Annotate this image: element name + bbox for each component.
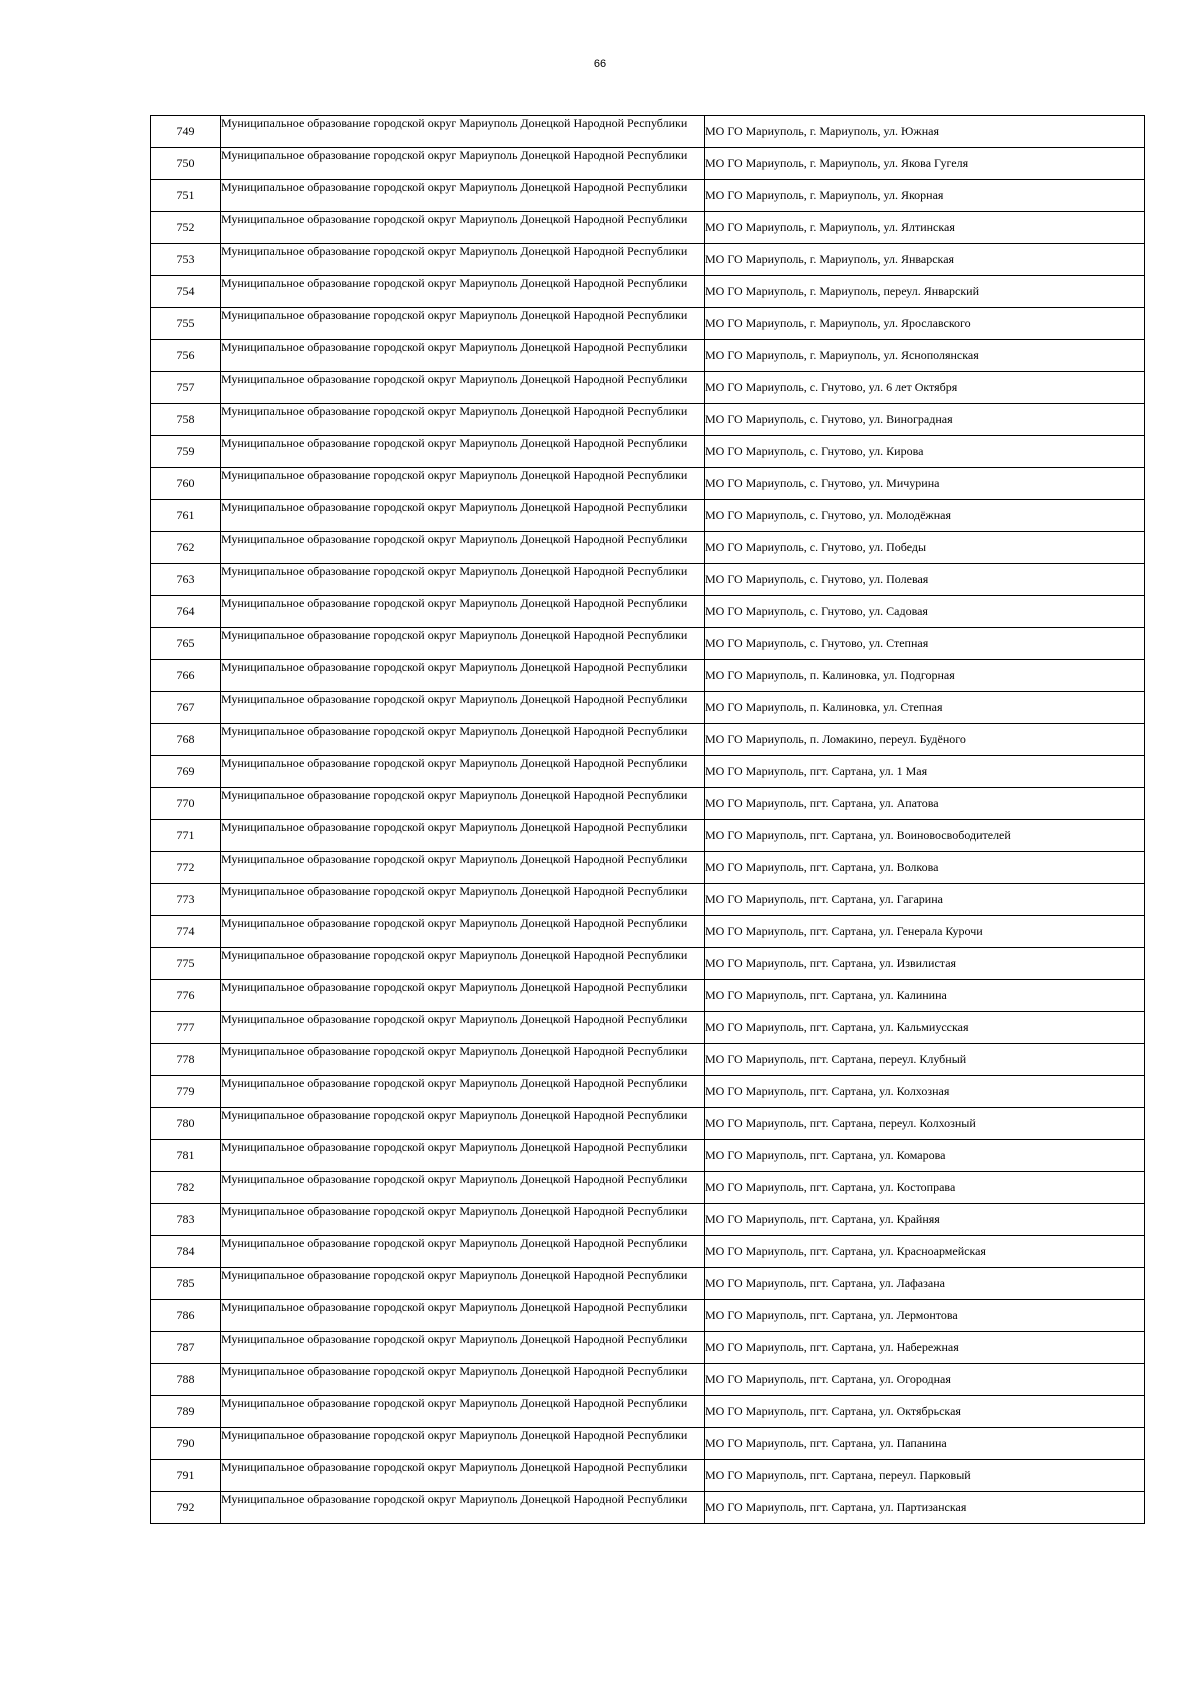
street-address: МО ГО Мариуполь, п. Ломакино, переул. Будёного (705, 724, 1145, 756)
street-address: МО ГО Мариуполь, г. Мариуполь, переул. Январский (705, 276, 1145, 308)
row-number: 766 (151, 660, 221, 692)
municipality-name: Муниципальное образование городской округ Мариуполь Донецкой Народной Республики (221, 596, 705, 628)
table-row (151, 1364, 1145, 1396)
table-row (151, 276, 1145, 308)
table-row (151, 628, 1145, 660)
table-row (151, 788, 1145, 820)
street-address: МО ГО Мариуполь, пгт. Сартана, ул. Костоправа (705, 1172, 1145, 1204)
table-row (151, 916, 1145, 948)
row-number: 770 (151, 788, 221, 820)
street-address: МО ГО Мариуполь, с. Гнутово, ул. Полевая (705, 564, 1145, 596)
street-address: МО ГО Мариуполь, пгт. Сартана, ул. Красноармейская (705, 1236, 1145, 1268)
row-number: 754 (151, 276, 221, 308)
street-address: МО ГО Мариуполь, г. Мариуполь, ул. Яснополянская (705, 340, 1145, 372)
table-row (151, 532, 1145, 564)
row-number: 753 (151, 244, 221, 276)
street-address: МО ГО Мариуполь, пгт. Сартана, ул. Волкова (705, 852, 1145, 884)
table-row (151, 660, 1145, 692)
table-row (151, 948, 1145, 980)
street-address: МО ГО Мариуполь, г. Мариуполь, ул. Якорная (705, 180, 1145, 212)
municipality-name: Муниципальное образование городской округ Мариуполь Донецкой Народной Республики (221, 724, 705, 756)
table-row (151, 1268, 1145, 1300)
street-address: МО ГО Мариуполь, г. Мариуполь, ул. Южная (705, 116, 1145, 148)
table-row (151, 1236, 1145, 1268)
table-row (151, 724, 1145, 756)
row-number: 769 (151, 756, 221, 788)
table-row (151, 1012, 1145, 1044)
table-row (151, 1460, 1145, 1492)
municipality-name: Муниципальное образование городской округ Мариуполь Донецкой Народной Республики (221, 788, 705, 820)
municipality-name: Муниципальное образование городской округ Мариуполь Донецкой Народной Республики (221, 340, 705, 372)
row-number: 792 (151, 1492, 221, 1524)
street-address: МО ГО Мариуполь, с. Гнутово, ул. Кирова (705, 436, 1145, 468)
municipality-name: Муниципальное образование городской округ Мариуполь Донецкой Народной Республики (221, 1012, 705, 1044)
street-address: МО ГО Мариуполь, с. Гнутово, ул. Виноградная (705, 404, 1145, 436)
row-number: 764 (151, 596, 221, 628)
row-number: 780 (151, 1108, 221, 1140)
row-number: 768 (151, 724, 221, 756)
municipality-name: Муниципальное образование городской округ Мариуполь Донецкой Народной Республики (221, 1076, 705, 1108)
row-number: 757 (151, 372, 221, 404)
municipality-name: Муниципальное образование городской округ Мариуполь Донецкой Народной Республики (221, 180, 705, 212)
municipality-name: Муниципальное образование городской округ Мариуполь Донецкой Народной Республики (221, 1364, 705, 1396)
table-row (151, 116, 1145, 148)
row-number: 786 (151, 1300, 221, 1332)
municipality-name: Муниципальное образование городской округ Мариуполь Донецкой Народной Республики (221, 1300, 705, 1332)
table-row (151, 212, 1145, 244)
row-number: 773 (151, 884, 221, 916)
row-number: 775 (151, 948, 221, 980)
table-row (151, 1300, 1145, 1332)
row-number: 782 (151, 1172, 221, 1204)
table-row (151, 1332, 1145, 1364)
street-address: МО ГО Мариуполь, г. Мариуполь, ул. Ялтинская (705, 212, 1145, 244)
street-address: МО ГО Мариуполь, пгт. Сартана, ул. Огородная (705, 1364, 1145, 1396)
municipality-name: Муниципальное образование городской округ Мариуполь Донецкой Народной Республики (221, 1492, 705, 1524)
street-address: МО ГО Мариуполь, г. Мариуполь, ул. Ярославского (705, 308, 1145, 340)
street-address: МО ГО Мариуполь, пгт. Сартана, ул. Крайняя (705, 1204, 1145, 1236)
table-row (151, 1108, 1145, 1140)
row-number: 763 (151, 564, 221, 596)
municipality-name: Муниципальное образование городской округ Мариуполь Донецкой Народной Республики (221, 628, 705, 660)
row-number: 784 (151, 1236, 221, 1268)
table-row (151, 244, 1145, 276)
street-address: МО ГО Мариуполь, пгт. Сартана, ул. Гагарина (705, 884, 1145, 916)
street-address: МО ГО Мариуполь, г. Мариуполь, ул. Якова Гугеля (705, 148, 1145, 180)
row-number: 778 (151, 1044, 221, 1076)
municipality-name: Муниципальное образование городской округ Мариуполь Донецкой Народной Республики (221, 660, 705, 692)
street-address: МО ГО Мариуполь, пгт. Сартана, ул. Воиновосвободителей (705, 820, 1145, 852)
municipality-name: Муниципальное образование городской округ Мариуполь Донецкой Народной Республики (221, 564, 705, 596)
municipality-name: Муниципальное образование городской округ Мариуполь Донецкой Народной Республики (221, 820, 705, 852)
table-row (151, 884, 1145, 916)
municipality-name: Муниципальное образование городской округ Мариуполь Донецкой Народной Республики (221, 148, 705, 180)
municipality-name: Муниципальное образование городской округ Мариуполь Донецкой Народной Республики (221, 308, 705, 340)
municipality-name: Муниципальное образование городской округ Мариуполь Донецкой Народной Республики (221, 1140, 705, 1172)
table-row (151, 1044, 1145, 1076)
municipality-name: Муниципальное образование городской округ Мариуполь Донецкой Народной Республики (221, 1204, 705, 1236)
row-number: 758 (151, 404, 221, 436)
street-address: МО ГО Мариуполь, пгт. Сартана, переул. Колхозный (705, 1108, 1145, 1140)
municipality-name: Муниципальное образование городской округ Мариуполь Донецкой Народной Республики (221, 276, 705, 308)
municipality-name: Муниципальное образование городской округ Мариуполь Донецкой Народной Республики (221, 212, 705, 244)
municipality-name: Муниципальное образование городской округ Мариуполь Донецкой Народной Республики (221, 1044, 705, 1076)
municipality-name: Муниципальное образование городской округ Мариуполь Донецкой Народной Республики (221, 1172, 705, 1204)
municipality-name: Муниципальное образование городской округ Мариуполь Донецкой Народной Республики (221, 884, 705, 916)
row-number: 788 (151, 1364, 221, 1396)
table-row (151, 500, 1145, 532)
municipality-name: Муниципальное образование городской округ Мариуполь Донецкой Народной Республики (221, 1332, 705, 1364)
row-number: 785 (151, 1268, 221, 1300)
municipality-name: Муниципальное образование городской округ Мариуполь Донецкой Народной Республики (221, 692, 705, 724)
street-address: МО ГО Мариуполь, пгт. Сартана, ул. Калинина (705, 980, 1145, 1012)
municipality-name: Муниципальное образование городской округ Мариуполь Донецкой Народной Республики (221, 980, 705, 1012)
municipality-name: Муниципальное образование городской округ Мариуполь Донецкой Народной Республики (221, 1236, 705, 1268)
table-row (151, 1396, 1145, 1428)
municipality-name: Муниципальное образование городской округ Мариуполь Донецкой Народной Республики (221, 468, 705, 500)
street-address: МО ГО Мариуполь, пгт. Сартана, переул. Парковый (705, 1460, 1145, 1492)
table-row (151, 436, 1145, 468)
municipality-name: Муниципальное образование городской округ Мариуполь Донецкой Народной Республики (221, 404, 705, 436)
street-address: МО ГО Мариуполь, пгт. Сартана, ул. 1 Мая (705, 756, 1145, 788)
street-address: МО ГО Мариуполь, с. Гнутово, ул. Садовая (705, 596, 1145, 628)
row-number: 752 (151, 212, 221, 244)
table-row (151, 564, 1145, 596)
street-address: МО ГО Мариуполь, пгт. Сартана, ул. Лермонтова (705, 1300, 1145, 1332)
row-number: 777 (151, 1012, 221, 1044)
row-number: 767 (151, 692, 221, 724)
row-number: 762 (151, 532, 221, 564)
row-number: 765 (151, 628, 221, 660)
row-number: 749 (151, 116, 221, 148)
street-address: МО ГО Мариуполь, пгт. Сартана, ул. Папанина (705, 1428, 1145, 1460)
municipality-name: Муниципальное образование городской округ Мариуполь Донецкой Народной Республики (221, 116, 705, 148)
street-address: МО ГО Мариуполь, пгт. Сартана, ул. Лафазана (705, 1268, 1145, 1300)
street-address: МО ГО Мариуполь, пгт. Сартана, ул. Апатова (705, 788, 1145, 820)
municipality-name: Муниципальное образование городской округ Мариуполь Донецкой Народной Республики (221, 1108, 705, 1140)
street-address: МО ГО Мариуполь, пгт. Сартана, ул. Набережная (705, 1332, 1145, 1364)
table-row (151, 468, 1145, 500)
street-address: МО ГО Мариуполь, с. Гнутово, ул. Степная (705, 628, 1145, 660)
municipality-name: Муниципальное образование городской округ Мариуполь Донецкой Народной Республики (221, 244, 705, 276)
table-row (151, 148, 1145, 180)
street-address: МО ГО Мариуполь, с. Гнутово, ул. Победы (705, 532, 1145, 564)
municipality-name: Муниципальное образование городской округ Мариуполь Донецкой Народной Республики (221, 1460, 705, 1492)
municipality-name: Муниципальное образование городской округ Мариуполь Донецкой Народной Республики (221, 1268, 705, 1300)
street-address: МО ГО Мариуполь, с. Гнутово, ул. Мичурина (705, 468, 1145, 500)
table-row (151, 852, 1145, 884)
municipality-name: Муниципальное образование городской округ Мариуполь Донецкой Народной Республики (221, 756, 705, 788)
row-number: 771 (151, 820, 221, 852)
table-row (151, 1076, 1145, 1108)
municipality-name: Муниципальное образование городской округ Мариуполь Донецкой Народной Республики (221, 500, 705, 532)
page-number: 66 (593, 58, 607, 70)
row-number: 774 (151, 916, 221, 948)
table-row (151, 308, 1145, 340)
table-row (151, 596, 1145, 628)
row-number: 755 (151, 308, 221, 340)
row-number: 756 (151, 340, 221, 372)
table-row (151, 820, 1145, 852)
street-address: МО ГО Мариуполь, пгт. Сартана, ул. Колхозная (705, 1076, 1145, 1108)
street-address: МО ГО Мариуполь, пгт. Сартана, ул. Октябрьская (705, 1396, 1145, 1428)
street-address: МО ГО Мариуполь, с. Гнутово, ул. 6 лет Октября (705, 372, 1145, 404)
municipality-name: Муниципальное образование городской округ Мариуполь Донецкой Народной Республики (221, 852, 705, 884)
municipality-name: Муниципальное образование городской округ Мариуполь Донецкой Народной Республики (221, 1428, 705, 1460)
table-row (151, 1204, 1145, 1236)
table-row (151, 1140, 1145, 1172)
municipality-name: Муниципальное образование городской округ Мариуполь Донецкой Народной Республики (221, 948, 705, 980)
row-number: 783 (151, 1204, 221, 1236)
table-row (151, 340, 1145, 372)
street-address: МО ГО Мариуполь, п. Калиновка, ул. Подгорная (705, 660, 1145, 692)
row-number: 772 (151, 852, 221, 884)
street-address: МО ГО Мариуполь, пгт. Сартана, ул. Генерала Курочи (705, 916, 1145, 948)
table-row (151, 692, 1145, 724)
row-number: 776 (151, 980, 221, 1012)
municipality-name: Муниципальное образование городской округ Мариуполь Донецкой Народной Республики (221, 436, 705, 468)
row-number: 789 (151, 1396, 221, 1428)
row-number: 751 (151, 180, 221, 212)
registry-table (150, 115, 1145, 1524)
street-address: МО ГО Мариуполь, пгт. Сартана, ул. Комарова (705, 1140, 1145, 1172)
row-number: 787 (151, 1332, 221, 1364)
table-row (151, 980, 1145, 1012)
street-address: МО ГО Мариуполь, пгт. Сартана, ул. Кальмиусская (705, 1012, 1145, 1044)
registry-table-body (151, 116, 1145, 1524)
table-row (151, 756, 1145, 788)
municipality-name: Муниципальное образование городской округ Мариуполь Донецкой Народной Республики (221, 532, 705, 564)
row-number: 761 (151, 500, 221, 532)
municipality-name: Муниципальное образование городской округ Мариуполь Донецкой Народной Республики (221, 916, 705, 948)
street-address: МО ГО Мариуполь, пгт. Сартана, ул. Извилистая (705, 948, 1145, 980)
row-number: 790 (151, 1428, 221, 1460)
street-address: МО ГО Мариуполь, пгт. Сартана, ул. Партизанская (705, 1492, 1145, 1524)
row-number: 791 (151, 1460, 221, 1492)
table-row (151, 1492, 1145, 1524)
table-row (151, 1172, 1145, 1204)
row-number: 759 (151, 436, 221, 468)
table-row (151, 404, 1145, 436)
table-row (151, 180, 1145, 212)
street-address: МО ГО Мариуполь, с. Гнутово, ул. Молодёжная (705, 500, 1145, 532)
table-row (151, 1428, 1145, 1460)
street-address: МО ГО Мариуполь, пгт. Сартана, переул. Клубный (705, 1044, 1145, 1076)
row-number: 781 (151, 1140, 221, 1172)
row-number: 760 (151, 468, 221, 500)
street-address: МО ГО Мариуполь, г. Мариуполь, ул. Январская (705, 244, 1145, 276)
table-row (151, 372, 1145, 404)
row-number: 750 (151, 148, 221, 180)
municipality-name: Муниципальное образование городской округ Мариуполь Донецкой Народной Республики (221, 372, 705, 404)
street-address: МО ГО Мариуполь, п. Калиновка, ул. Степная (705, 692, 1145, 724)
row-number: 779 (151, 1076, 221, 1108)
municipality-name: Муниципальное образование городской округ Мариуполь Донецкой Народной Республики (221, 1396, 705, 1428)
